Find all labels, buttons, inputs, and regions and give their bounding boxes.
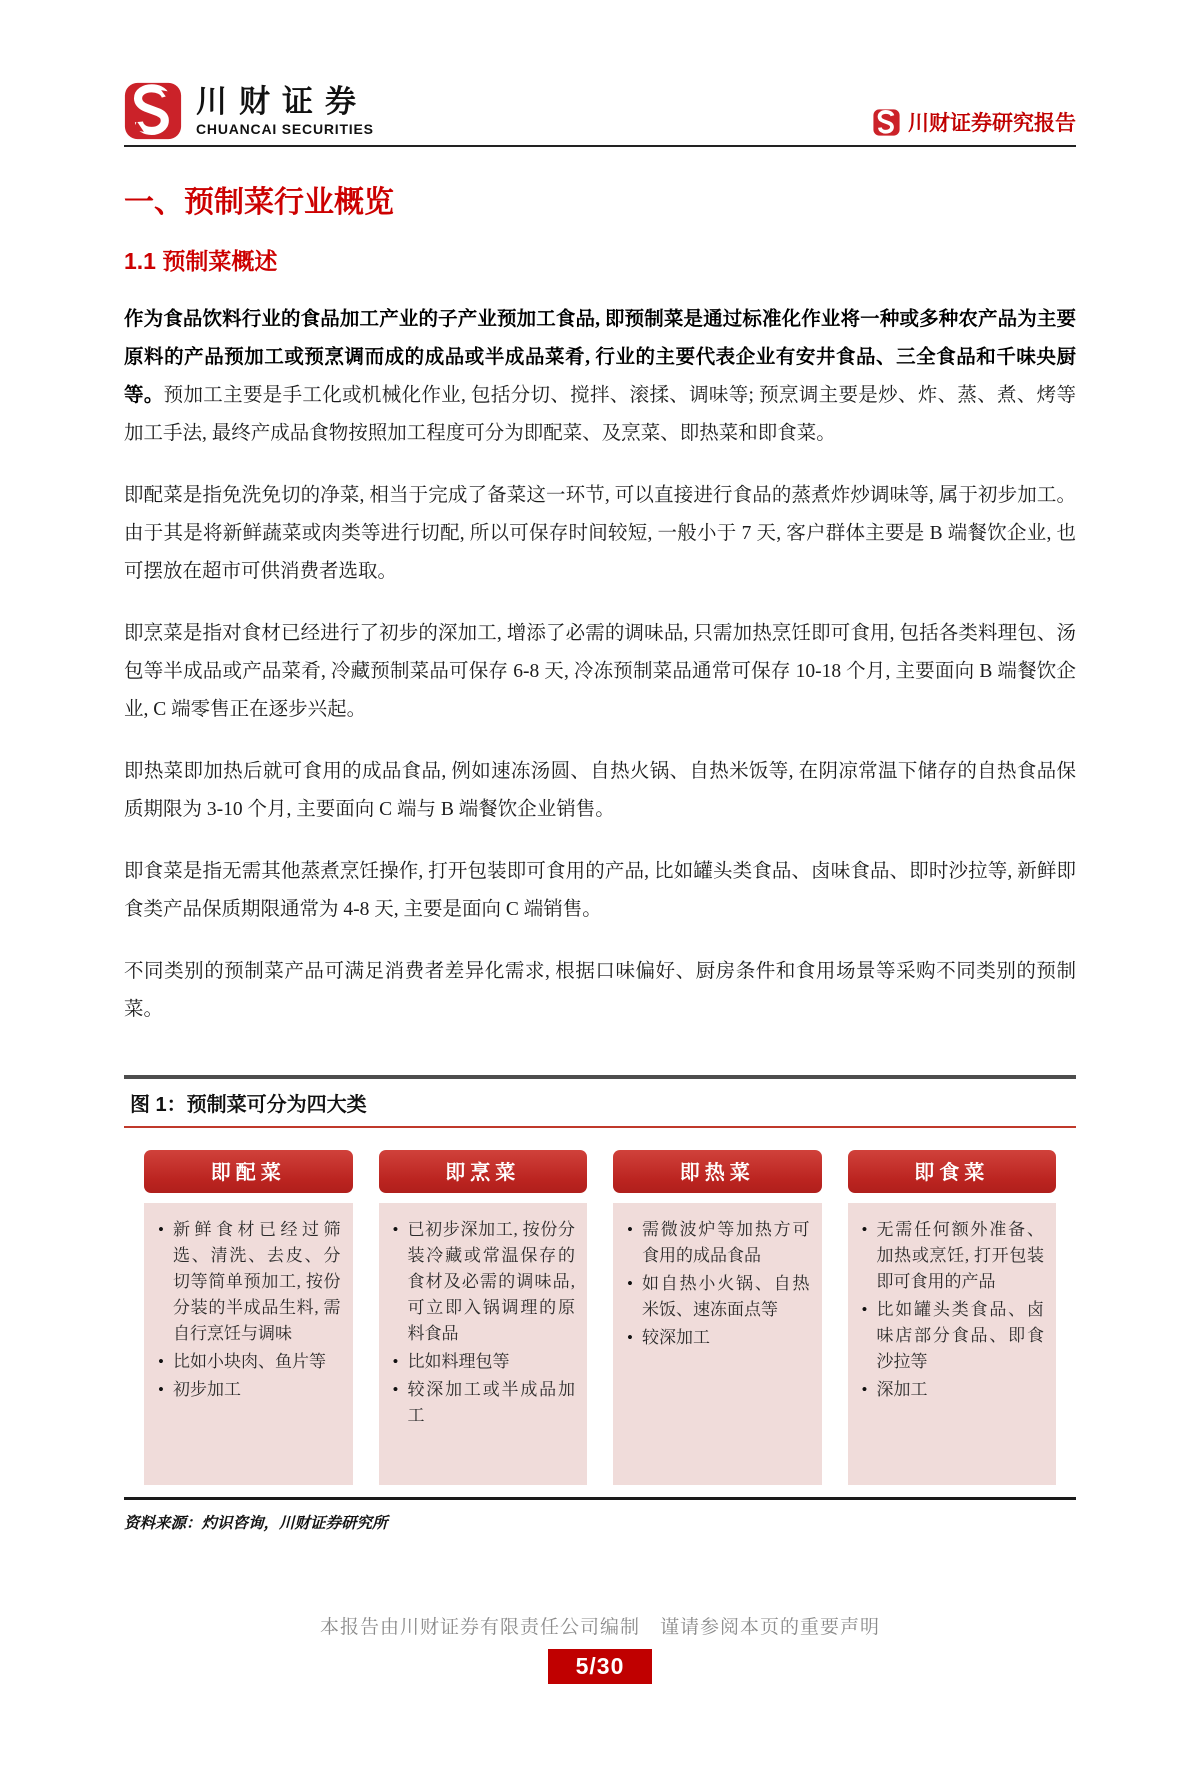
paragraph-5: 即食菜是指无需其他蒸煮烹饪操作, 打开包装即可食用的产品, 比如罐头类食品、卤味食品、即时沙拉等, 新鲜即食类产品保质期限通常为 4-8 天, 主要是面向 C 端销售。	[124, 861, 1076, 920]
bullet-item: • 较深加工或半成品加工	[391, 1377, 576, 1429]
bullet-item: • 需微波炉等加热方可食用的成品食品	[625, 1217, 810, 1269]
chuancai-badge-icon	[873, 109, 900, 136]
column-jirecai-panel	[613, 1203, 822, 1485]
paragraph-1	[124, 301, 1076, 453]
bullet-list	[156, 1217, 341, 1349]
figure-1-body	[124, 1128, 1076, 1500]
column-jipengcai	[379, 1150, 588, 1485]
footer-disclaimer: 本报告由川财证券有限责任公司编制 谨请参阅本页的重要声明	[319, 1617, 880, 1638]
brand-block	[124, 82, 374, 140]
section-title: 一、预制菜行业概览	[124, 186, 394, 219]
report-page	[0, 82, 1200, 1533]
bullet-item: • 新鲜食材已经过筛选、清洗、去皮、分切等简单预加工, 按份分装的半成品生料, 需自行烹饪与调味	[156, 1217, 341, 1347]
brand-name-cn: 川财证券	[196, 84, 368, 119]
bullet-list	[391, 1349, 576, 1431]
column-jishicai	[848, 1150, 1057, 1485]
column-jipeicai-panel	[144, 1203, 353, 1485]
column-jirecai-header: 即热菜	[613, 1150, 822, 1193]
column-jishicai-panel	[848, 1203, 1057, 1485]
bullet-item: • 初步加工	[156, 1377, 341, 1403]
page-number-badge: 5/30	[548, 1649, 653, 1684]
paragraph-4: 即热菜即加热后就可食用的成品食品, 例如速冻汤圆、自热火锅、自热米饭等, 在阴凉常温下储存的自热食品保质期限为 3-10 个月, 主要面向 C 端与 B 端餐饮企业销售。	[124, 761, 1076, 820]
figure-source-note: 资料来源：灼识咨询，川财证券研究所	[124, 1513, 388, 1532]
page-footer	[0, 1612, 1200, 1684]
bullet-list	[860, 1217, 1045, 1297]
bullet-list	[860, 1297, 1045, 1405]
subsection-title: 1.1 预制菜概述	[124, 248, 278, 274]
bullet-item: • 比如料理包等	[391, 1349, 576, 1375]
figure-1-title: 图 1：预制菜可分为四大类	[124, 1079, 1076, 1128]
bullet-item: • 如自热小火锅、自热米饭、速冻面点等	[625, 1271, 810, 1323]
brand-name-en: CHUANCAI SECURITIES	[196, 121, 374, 137]
report-badge-label: 川财证券研究报告	[908, 111, 1076, 135]
column-jipengcai-header: 即烹菜	[379, 1150, 588, 1193]
column-jipeicai-header: 即配菜	[144, 1150, 353, 1193]
bullet-list	[156, 1349, 341, 1405]
column-jirecai	[613, 1150, 822, 1485]
column-jipengcai-panel	[379, 1203, 588, 1485]
paragraph-1-rest: 预加工主要是手工化或机械化作业, 包括分切、搅拌、滚揉、调味等; 预烹调主要是炒、炸、蒸、煮、烤等加工手法, 最终产成品食物按照加工程度可分为即配菜、及烹菜、即热菜和即食菜。	[124, 385, 1076, 444]
paragraph-3: 即烹菜是指对食材已经进行了初步的深加工, 增添了必需的调味品, 只需加热烹饪即可食用, 包括各类料理包、汤包等半成品或产品菜肴, 冷藏预制菜品可保存 6-8 天, 冷冻预制菜品通常可保存 10-18 个月, 主要面向 B 端餐饮企业, C 端零售正在逐步兴起。	[124, 623, 1076, 720]
bullet-item: • 比如罐头类食品、卤味店部分食品、即食沙拉等	[860, 1297, 1045, 1375]
bullet-item: • 比如小块肉、鱼片等	[156, 1349, 341, 1375]
bullet-item: • 较深加工	[625, 1325, 810, 1351]
column-jipeicai	[144, 1150, 353, 1485]
figure-1	[124, 1075, 1076, 1533]
page-header	[124, 82, 1076, 147]
bullet-list	[625, 1217, 810, 1271]
bullet-item: • 无需任何额外准备、加热或烹饪, 打开包装即可食用的产品	[860, 1217, 1045, 1295]
bullet-list	[625, 1271, 810, 1353]
bullet-item: • 已初步深加工, 按份分装冷藏或常温保存的食材及必需的调味品, 可立即入锅调理的原料食品	[391, 1217, 576, 1347]
column-jishicai-header: 即食菜	[848, 1150, 1057, 1193]
chuancai-logo-icon	[124, 82, 182, 140]
paragraph-6: 不同类别的预制菜产品可满足消费者差异化需求, 根据口味偏好、厨房条件和食用场景等采购不同类别的预制菜。	[124, 961, 1076, 1020]
bullet-list	[391, 1217, 576, 1349]
paragraph-2: 即配菜是指免洗免切的净菜, 相当于完成了备菜这一环节, 可以直接进行食品的蒸煮炸炒调味等, 属于初步加工。由于其是将新鲜蔬菜或肉类等进行切配, 所以可保存时间较短, 一般小于 7 天, 客户群体主要是 B 端餐饮企业, 也可摆放在超市可供消费者选取。	[124, 485, 1076, 582]
bullet-item: • 深加工	[860, 1377, 1045, 1403]
report-badge	[873, 107, 1076, 137]
category-columns	[144, 1150, 1056, 1485]
brand-text	[196, 85, 374, 137]
paragraph-1-lead: 作为食品饮料行业的食品加工产业的子产业预加工食品, 即预制菜是通过标准化作业将一种或多种农产品为主要原料的产品预加工或预烹调而成的成品或半成品菜肴, 行业的主要代表企业有安井食品、三全食品和千味央厨等。	[124, 309, 1076, 406]
body-copy	[124, 301, 1076, 1029]
